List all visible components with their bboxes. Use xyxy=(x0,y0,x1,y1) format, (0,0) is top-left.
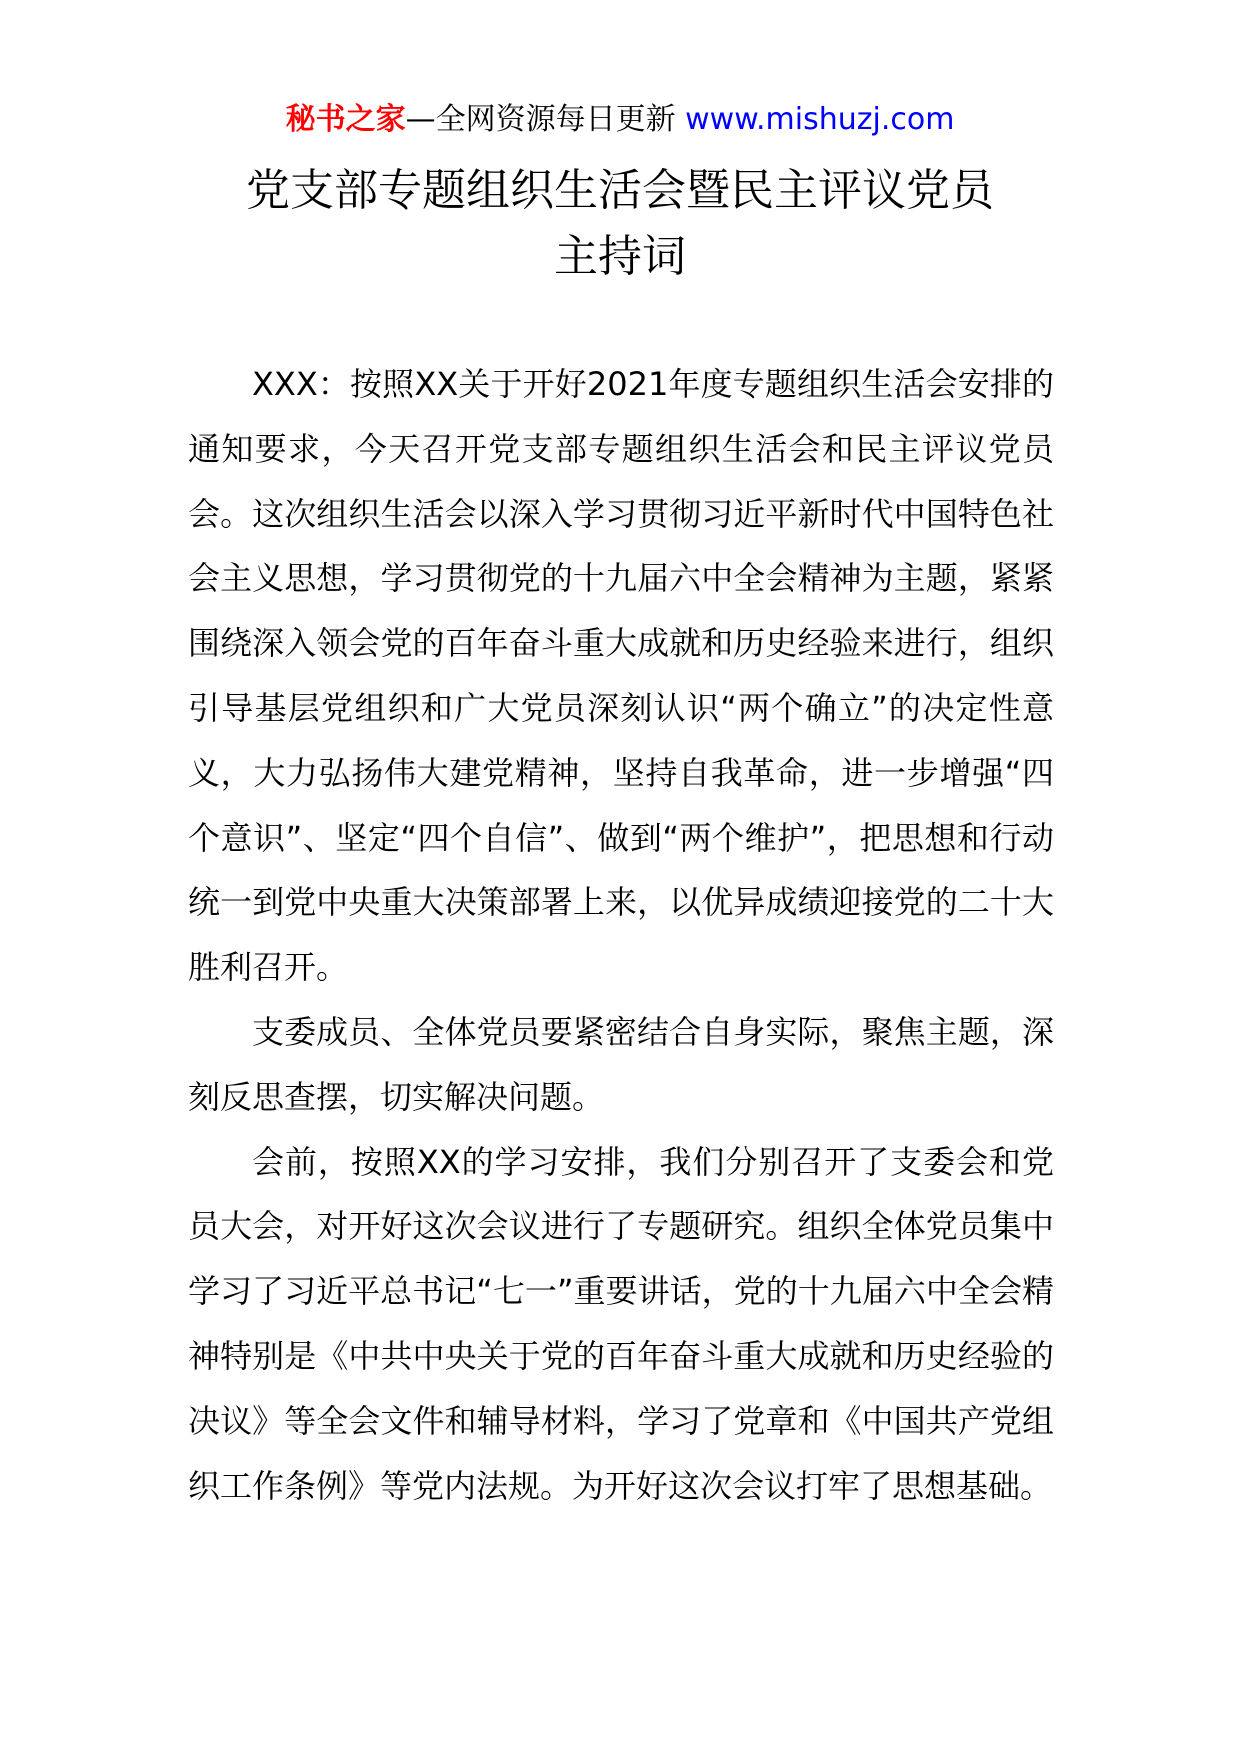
document-body xyxy=(188,352,1054,1518)
body-paragraph: 支委成员、全体党员要紧密结合自身实际，聚焦主题，深刻反思查摆，切实解决问题。 xyxy=(188,1012,1054,1116)
document-title-line-1: 党支部专题组织生活会暨民主评议党员 xyxy=(246,165,994,216)
document-title xyxy=(0,158,1240,290)
site-url-link[interactable]: www.mishuzj.com xyxy=(685,102,955,137)
body-paragraph: XXX：按照XX关于开好2021年度专题组织生活会安排的通知要求，今天召开党支部专题组织生活会和民主评议党员会。这次组织生活会以深入学习贯彻习近平新时代中国特色社会主义思想，学习贯彻党的十九届六中全会精神为主题，紧紧围绕深入领会党的百年奋斗重大成就和历史经验来进行，组织引导基层党组织和广大党员深刻认识“两个确立”的决定性意义，大力弘扬伟大建党精神，坚持自我革命，进一步增强“四个意识”、坚定“四个自信”、做到“两个维护”，把思想和行动统一到党中央重大决策部署上来，以优异成绩迎接党的二十大胜利召开。 xyxy=(188,365,1054,987)
site-name: 秘书之家 xyxy=(285,102,406,137)
document-title-line-2: 主持词 xyxy=(554,231,686,282)
body-paragraph: 会前，按照XX的学习安排，我们分别召开了支委会和党员大会，对开好这次会议进行了专题研究。组织全体党员集中学习了习近平总书记“七一”重要讲话，党的十九届六中全会精神特别是《中共中央关于党的百年奋斗重大成就和历史经验的决议》等全会文件和辅导材料，学习了党章和《中国共产党组织工作条例》等党内法规。为开好这次会议打牢了思想基础。 xyxy=(188,1142,1054,1505)
site-tagline: —全网资源每日更新 xyxy=(405,102,686,137)
site-header xyxy=(0,98,1240,142)
